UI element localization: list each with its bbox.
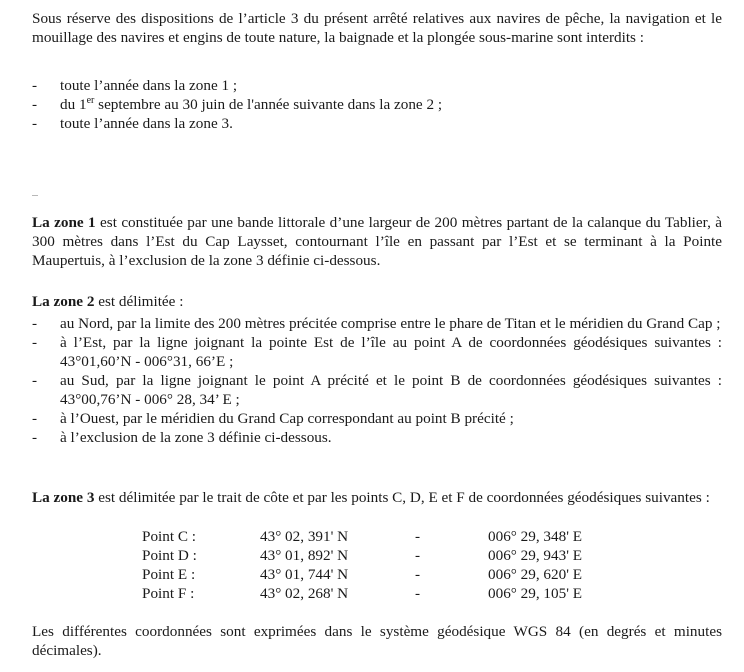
list-item-text: à l’Est, par la ligne joignant la pointe Est de l’île au point A de coordonnées géodésiques suivantes : 43°01,60’N - 006°31, 66’E ; [60, 334, 722, 370]
list-item-superscript: er [86, 95, 95, 106]
list-item-prefix: du 1 [60, 96, 87, 113]
point-separator: - [415, 585, 421, 602]
zone3-paragraph [32, 488, 722, 507]
scan-mark [32, 195, 38, 196]
point-longitude: 006° 29, 620' E [488, 566, 583, 583]
list-item [32, 95, 722, 114]
point-latitude: 43° 01, 892' N [260, 547, 349, 564]
zone2-title: La zone 2 [32, 293, 95, 310]
list-item-text: au Nord, par la limite des 200 mètres précitée comprise entre le phare de Titan et le méridien du Grand Cap ; [60, 315, 721, 332]
list-item-text: septembre au 30 juin de l'année suivante dans la zone 2 ; [98, 96, 443, 113]
list-dash: - [32, 77, 38, 94]
list-dash: - [32, 372, 38, 389]
list-item [32, 333, 722, 371]
list-item [32, 114, 722, 133]
table-row [142, 584, 582, 603]
zone2-text: est délimitée : [98, 293, 184, 310]
zone1-title: La zone 1 [32, 214, 96, 231]
intro-paragraph: Sous réserve des dispositions de l’article 3 du présent arrêté relatives aux navires de pêche, la navigation et le mouillage des navires et engins de toute nature, la baignade et la plongée sous-marine sont interdits : [32, 10, 722, 46]
list-item [32, 409, 722, 428]
footer-paragraph: Les différentes coordonnées sont exprimées dans le système géodésique WGS 84 (en degrés et minutes décimales). [32, 623, 722, 659]
list-dash: - [32, 96, 38, 113]
list-item-text: toute l’année dans la zone 1 ; [60, 77, 238, 94]
point-longitude: 006° 29, 943' E [488, 547, 583, 564]
list-dash: - [32, 334, 38, 351]
point-longitude: 006° 29, 348' E [488, 528, 583, 545]
point-separator: - [415, 566, 421, 583]
list-item-text: toute l’année dans la zone 3. [60, 115, 233, 132]
list-item [32, 371, 722, 409]
table-row [142, 527, 582, 546]
list-dash: - [32, 115, 38, 132]
point-latitude: 43° 02, 391' N [260, 528, 349, 545]
point-longitude: 006° 29, 105' E [488, 585, 583, 602]
zone3-title: La zone 3 [32, 489, 95, 506]
intro-list [32, 76, 722, 133]
zone1-paragraph [32, 213, 722, 270]
list-item [32, 428, 722, 447]
zone3-text: est délimitée par le trait de côte et par les points C, D, E et F de coordonnées géodésiques suivantes : [98, 489, 710, 506]
point-latitude: 43° 01, 744' N [260, 566, 349, 583]
table-row [142, 565, 582, 584]
coordinates-table [142, 527, 582, 603]
point-name: Point D : [142, 547, 197, 564]
point-latitude: 43° 02, 268' N [260, 585, 349, 602]
point-name: Point F : [142, 585, 195, 602]
zone1-text: est constituée par une bande littorale d’une largeur de 200 mètres partant de la calanque du Tablier, à 300 mètres dans l’Est du Cap Laysset, contournant l’île en passant par l’Est et se terminant à la Pointe Maupertuis, à l’exclusion de la zone 3 définie ci-dessous. [32, 214, 723, 269]
list-item-text: à l’exclusion de la zone 3 définie ci-dessous. [60, 429, 332, 446]
zone2-list [32, 314, 722, 447]
point-name: Point E : [142, 566, 196, 583]
list-item [32, 314, 722, 333]
point-separator: - [415, 528, 421, 545]
list-dash: - [32, 429, 38, 446]
list-dash: - [32, 315, 38, 332]
point-separator: - [415, 547, 421, 564]
list-item-text: au Sud, par la ligne joignant le point A précité et le point B de coordonnées géodésiques suivantes : 43°00,76’N - 006° 28, 34’ E ; [60, 372, 722, 408]
zone2-intro [32, 292, 722, 311]
list-dash: - [32, 410, 38, 427]
list-item-text: à l’Ouest, par le méridien du Grand Cap correspondant au point B précité ; [60, 410, 514, 427]
table-row [142, 546, 582, 565]
list-item [32, 76, 722, 95]
point-name: Point C : [142, 528, 197, 545]
